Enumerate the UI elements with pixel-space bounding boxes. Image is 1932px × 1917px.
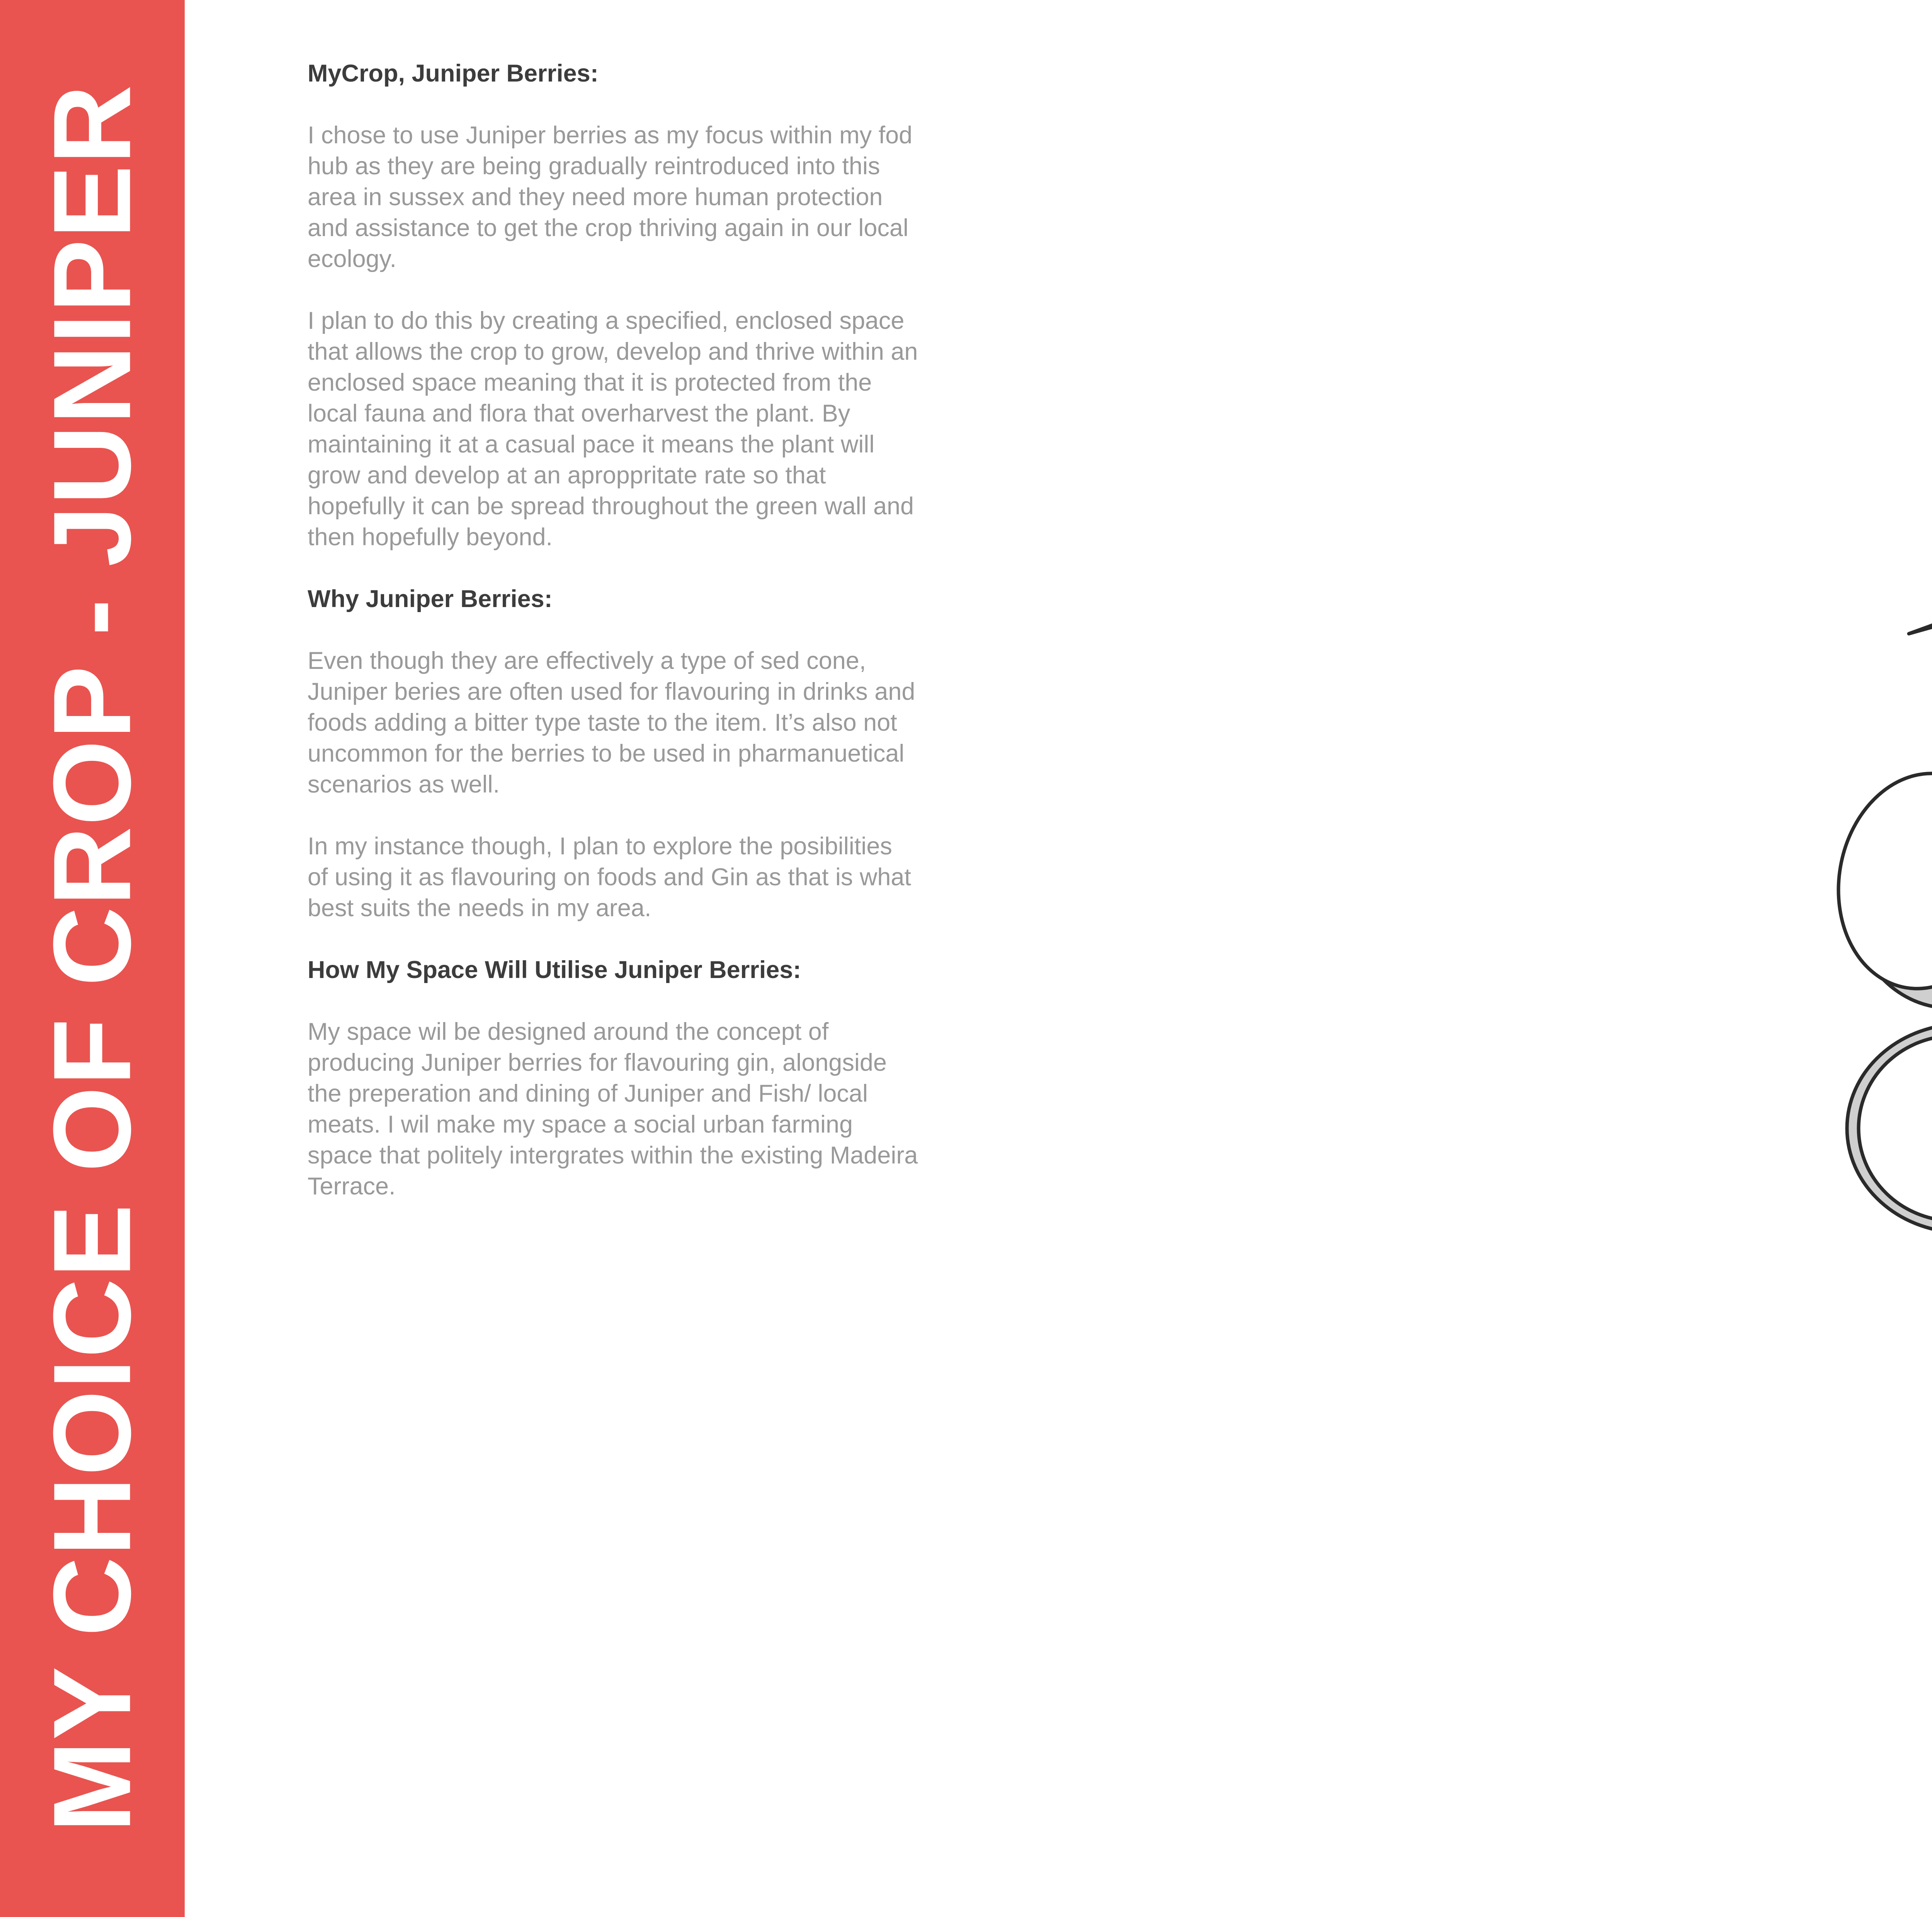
text-column (308, 58, 918, 1233)
paragraph-space: My space wil be designed around the concept of producing Juniper berries for flavouring gin, alongside the preperation and dining of Juniper and Fish/ local meats. I wil make my space a social urban farming space that politely intergrates within the existing Madeira Terrace. (308, 1018, 918, 1200)
side-band (0, 0, 185, 1917)
paragraph-plan: I plan to do this by creating a specified, enclosed space that allows the crop to grow, develop and thrive within an enclosed space meaning that it is protected from the local fauna and flora that overharvest the plant. By maintaining it at a casual pace it means the plant will grow and develop at an aproppritate rate so that hopefully it can be spread throughout the green wall and then hopefully beyond. (308, 307, 918, 551)
paragraph-instance: In my instance though, I plan to explore the posibilities of using it as flavouring on foods and Gin as that is what best suits the needs in my area. (308, 833, 911, 922)
page-title: MY CHOICE OF CROP - JUNIPER (31, 84, 154, 1833)
juniper-berries-drawing (1662, 255, 1932, 1607)
heading-why: Why Juniper Berries: (308, 585, 553, 612)
paragraph-uses: Even though they are effectively a type of sed cone, Juniper beries are often used for flavouring in drinks and foods adding a bitter type taste to the item. It’s also not uncommon for the berries to be used in pharmanuetical scenarios as well. (308, 647, 915, 798)
paragraph-intro: I chose to use Juniper berries as my focus within my fod hub as they are being gradually reintroduced into this area in sussex and they need more human protection and assistance to get the crop thriving again in our local ecology. (308, 122, 913, 272)
heading-how: How My Space Will Utilise Juniper Berries: (308, 956, 801, 983)
heading-mycrop: MyCrop, Juniper Berries: (308, 60, 599, 87)
